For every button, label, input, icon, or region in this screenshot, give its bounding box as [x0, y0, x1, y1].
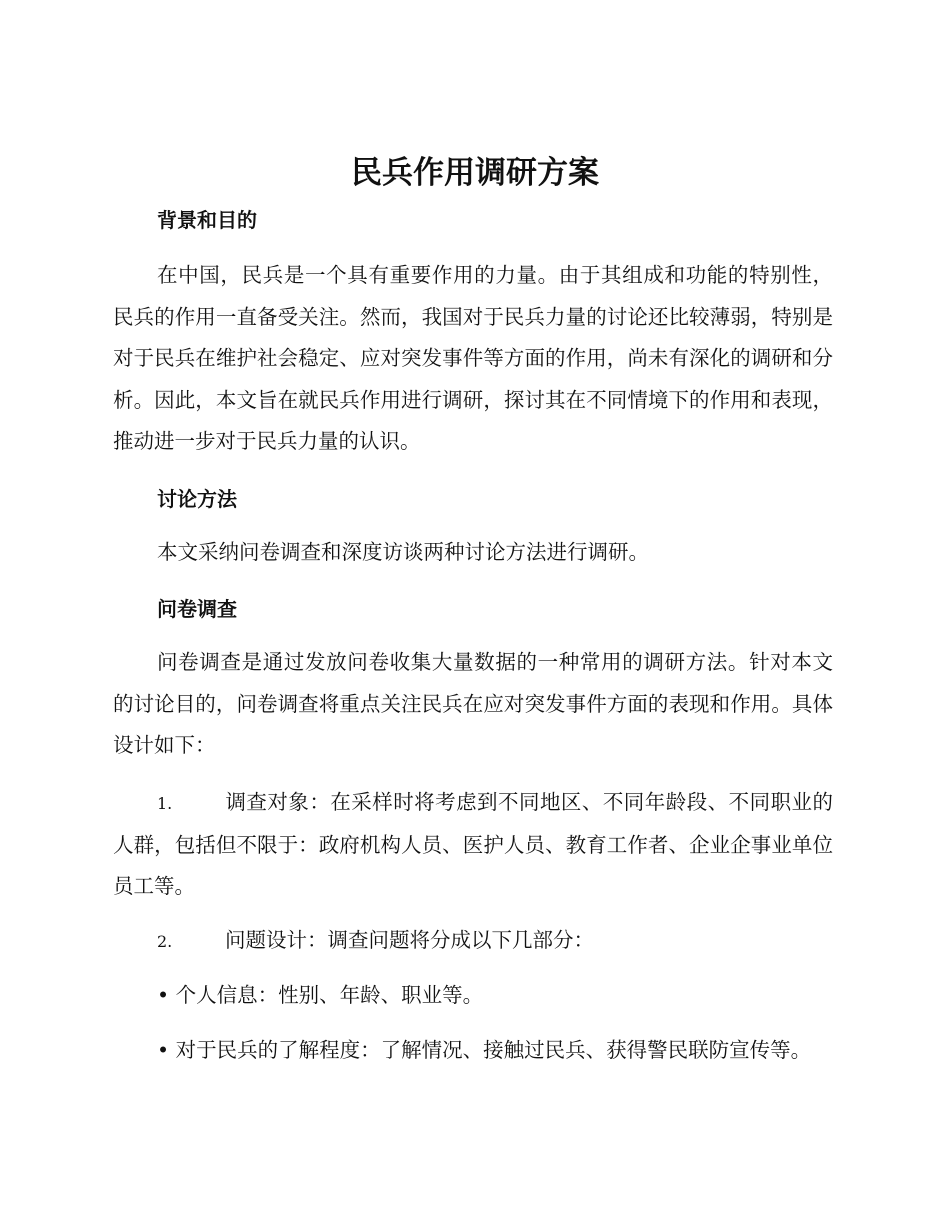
bullet-item: • 个人信息：性别、年龄、职业等。: [157, 983, 484, 1007]
section-heading-method: 讨论方法: [157, 487, 237, 511]
section-heading-background: 背景和目的: [157, 208, 257, 232]
list-item-text: 调查对象：在采样时将考虑到不同地区、不同年龄段、不同职业的人群，包括但不限于：政府机构人员、医护人员、教育工作者、企业企事业单位员工等。: [113, 790, 833, 898]
list-item: [113, 920, 833, 963]
list-item-number: 1.: [157, 794, 173, 813]
list-item: [113, 782, 833, 908]
document-title: 民兵作用调研方案: [351, 155, 599, 191]
section-heading-survey: 问卷调查: [157, 597, 237, 621]
bullet-item: • 对于民兵的了解程度：了解情况、接触过民兵、获得警民联防宣传等。: [157, 1038, 812, 1062]
survey-paragraph: 问卷调查是通过发放问卷收集大量数据的一种常用的调研方法。针对本文的讨论目的，问卷调查将重点关注民兵在应对突发事件方面的表现和作用。具体设计如下：: [113, 650, 833, 757]
list-item-text: 问题设计：调查问题将分成以下几部分：: [225, 928, 594, 952]
method-paragraph: 本文采纳问卷调查和深度访谈两种讨论方法进行调研。: [157, 540, 649, 564]
background-paragraph: 在中国，民兵是一个具有重要作用的力量。由于其组成和功能的特别性，民兵的作用一直备受关注。然而，我国对于民兵力量的讨论还比较薄弱，特别是对于民兵在维护社会稳定、应对突发事件等方面的作用，尚未有深化的调研和分析。因此，本文旨在就民兵作用进行调研，探讨其在不同情境下的作用和表现，推动进一步对于民兵力量的认识。: [113, 263, 833, 453]
list-item-number: 2.: [157, 932, 173, 951]
